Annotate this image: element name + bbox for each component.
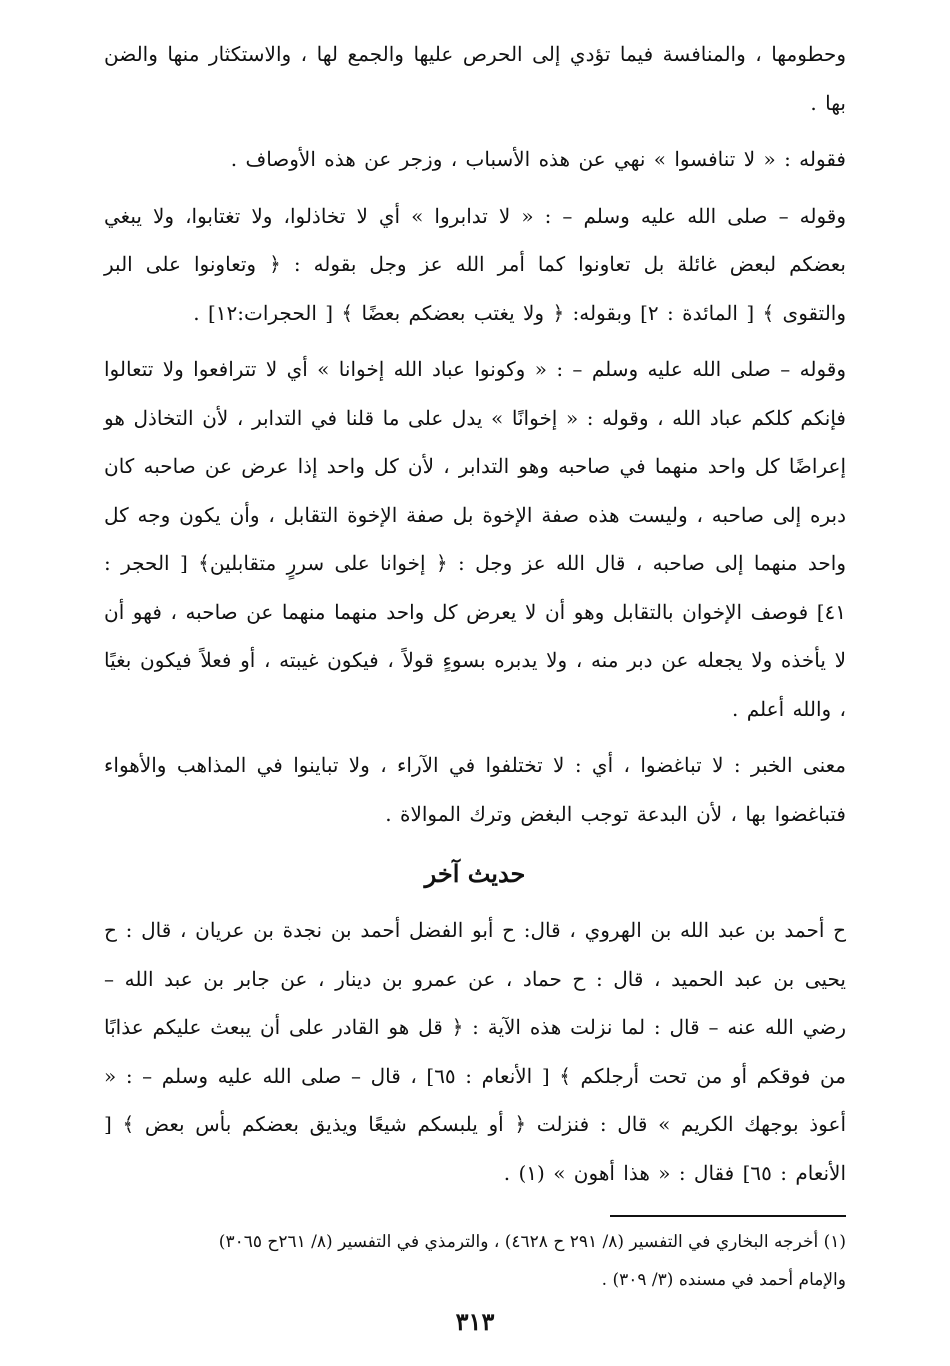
page-number: ٣١٣ xyxy=(455,1307,495,1336)
paragraph-5: معنى الخبر : لا تباغضوا ، أي : لا تختلفوا في الآراء ، ولا تباينوا في المذاهب والأهواء فتباغضوا بها ، لأن البدعة توجب البغض وترك الموالاة . xyxy=(104,753,846,826)
paragraph-2: فقوله : « لا تنافسوا » نهي عن هذه الأسباب ، وزجر عن هذه الأوصاف . xyxy=(230,147,846,171)
paragraph-1: وحطومها ، والمنافسة فيما تؤدي إلى الحرص عليها والجمع لها ، والاستكثار منها والضن بها . xyxy=(104,42,846,115)
paragraph-3: وقوله – صلى الله عليه وسلم – : « لا تدابروا » أي لا تخاذلوا، ولا تغتابوا، ولا يبغي بعضكم لبعض غائلة بل تعاونوا كما أمر الله عز وجل بقوله : ﴿ وتعاونوا على البر والتقوى ﴾ [ المائدة : ٢] وبقوله: ﴿ ولا يغتب بعضكم بعضًا ﴾ [ الحجرات:١٢] . xyxy=(104,203,846,325)
footnote-divider xyxy=(610,1215,846,1217)
footnote-line-2: والإمام أحمد في مسنده (٣/ ٣٠٩) . xyxy=(601,1270,846,1290)
footnotes xyxy=(104,1223,846,1299)
hadith-paragraph: ح أحمد بن عبد الله بن الهروي ، قال: ح أبو الفضل أحمد بن نجدة بن عريان ، قال : ح يحيى بن عبد الحميد ، قال : ح حماد ، عن عمرو بن دينار ، عن جابر بن عبد الله – رضي الله عنه – قال : لما نزلت هذه الآية : ﴿ قل هو القادر على أن يبعث عليكم عذابًا من فوقكم أو من تحت أرجلكم ﴾ [ الأنعام : ٦٥] ، قال – صلى الله عليه وسلم – : « أعوذ بوجهك الكريم » قال : فنزلت ﴿ أو يلبسكم شيعًا ويذيق بعضكم بأس بعض ﴾ [ الأنعام : ٦٥] فقال : « هذا أهون » (١) . xyxy=(104,918,846,1185)
section-heading: حديث آخر xyxy=(424,859,526,888)
paragraph-4: وقوله – صلى الله عليه وسلم – : « وكونوا عباد الله إخوانا » أي لا تترافعوا ولا تتعالوا فإنكم كلكم عباد الله ، وقوله : « إخوانًا » يدل على ما قلنا في التدابر ، لأن التخاذل هو إعراضًا كل واحد منهما في صاحبه وهو التدابر ، لأن كل واحد إذا عرض عن صاحبه كان دبره إلى صاحبه ، وليست هذه صفة الإخوة بل صفة الإخوة التقابل ، وأن يكون وجه كل واحد منهما إلى صاحبه ، قال الله عز وجل : ﴿ إخوانا على سررٍ متقابلين﴾ [ الحجر : ٤١] فوصف الإخوان بالتقابل وهو أن لا يعرض كل واحد منهما منهما عن صاحبه ، فهو أن لا يأخذه ولا يجعله عن دبر منه ، ولا يدبره بسوءٍ قولاً ، فيكون غيبته ، أو فعلاً فيكون بغيًا ، والله أعلم . xyxy=(104,357,846,721)
footnote-line-1: (١) أخرجه البخاري في التفسير (٨/ ٢٩١ ح ٤٦٢٨) ، والترمذي في التفسير (٨/ ٢٦١ح ٣٠٦٥) xyxy=(218,1232,846,1252)
